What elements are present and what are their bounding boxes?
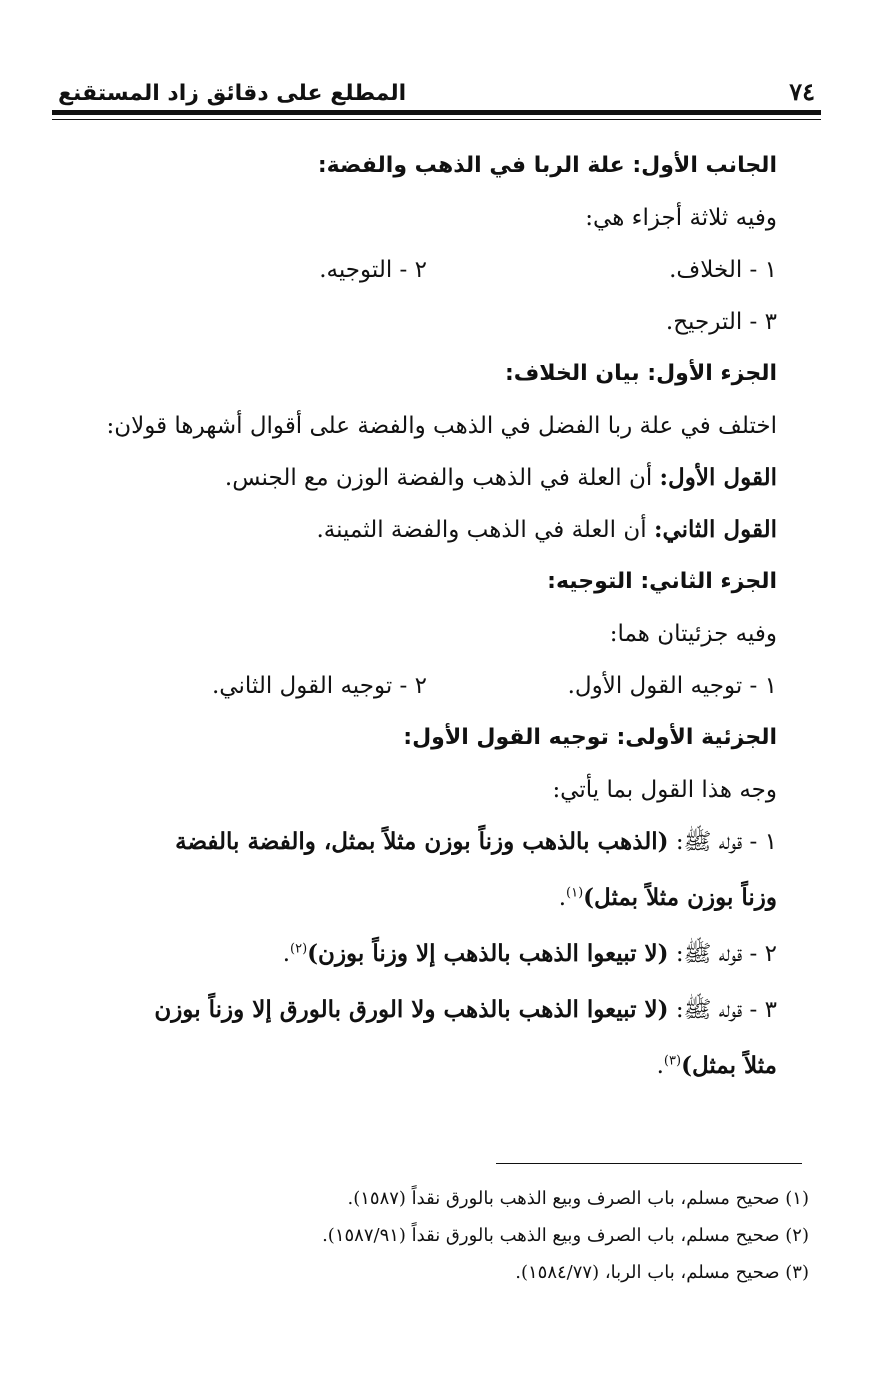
saying-1-label: القول الأول:	[659, 464, 777, 491]
evidence-3-quote-b: مثلاً بمثل)	[681, 1052, 777, 1079]
intro-line: وفيه ثلاثة أجزاء هي:	[585, 205, 777, 231]
evidence-2-quote: (لا تبيعوا الذهب بالذهب إلا وزناً بوزن)	[307, 940, 669, 967]
part-item-2: ٢ - التوجيه.	[319, 257, 427, 283]
saying-2	[52, 504, 777, 556]
saying-1	[52, 452, 777, 504]
footnote-3: (٣) صحيح مسلم، باب الربا، (١٥٨٤/٧٧).	[515, 1262, 809, 1283]
header-rule-thin	[52, 119, 821, 120]
header-rule-thick	[52, 110, 821, 115]
saying-2-text: أن العلة في الذهب والفضة الثمينة.	[316, 517, 647, 543]
evidence-1-quote-a: (الذهب بالذهب وزناً بوزن مثلاً بمثل، والفضة بالفضة	[175, 828, 669, 855]
sub-parts-row	[52, 660, 777, 712]
footnote-ref-2: (٢)	[290, 941, 308, 957]
sub1-intro: وجه هذا القول بما يأتي:	[552, 777, 777, 803]
footnotes	[52, 1180, 809, 1291]
parts-list-row	[52, 244, 777, 296]
part2-title: الجزء الثاني: التوجيه:	[547, 569, 777, 594]
section-title: الجانب الأول: علة الربا في الذهب والفضة:	[317, 153, 777, 178]
evidence-1-prefix: ١ - قوله ﷺ:	[675, 829, 777, 855]
evidence-1-line-2: وزناً بوزن مثلاً بمثل)$^{(١)}$.	[558, 884, 777, 911]
page-body	[52, 140, 777, 1096]
footnote-2: (٢) صحيح مسلم، باب الصرف وبيع الذهب بالورق نقداً (١٥٨٧/٩١).	[322, 1225, 809, 1246]
page-header	[58, 74, 815, 106]
saying-1-text: أن العلة في الذهب والفضة الوزن مع الجنس.	[224, 465, 653, 491]
part1-title: الجزء الأول: بيان الخلاف:	[504, 361, 777, 386]
page-number: ٧٤	[789, 77, 815, 106]
evidence-1-quote-b: وزناً بوزن مثلاً بمثل)	[583, 884, 777, 911]
footnote-ref-3: (٣)	[663, 1053, 682, 1069]
footnote-ref-1: (١)	[566, 885, 584, 901]
footnote-1: (١) صحيح مسلم، باب الصرف وبيع الذهب بالورق نقداً (١٥٨٧).	[347, 1188, 809, 1209]
footnote-separator	[496, 1163, 802, 1164]
part-item-3: ٣ - الترجيح.	[665, 309, 777, 335]
sub-part-item-1: ١ - توجيه القول الأول.	[567, 673, 777, 699]
sub1-title: الجزئية الأولى: توجيه القول الأول:	[403, 725, 777, 750]
part-item-1: ١ - الخلاف.	[669, 257, 777, 283]
saying-2-label: القول الثاني:	[653, 516, 777, 543]
sub-part-item-2: ٢ - توجيه القول الثاني.	[211, 673, 427, 699]
part1-intro: اختلف في علة ربا الفضل في الذهب والفضة على أقوال أشهرها قولان:	[106, 413, 777, 439]
evidence-1-line-1	[52, 816, 777, 872]
book-title: المطلع على دقائق زاد المستقنع	[58, 81, 407, 106]
evidence-2: ٢ - قوله ﷺ: (لا تبيعوا الذهب بالذهب إلا وزناً بوزن)$^{(٢)}$.	[282, 940, 777, 967]
evidence-2-prefix: ٢ - قوله ﷺ:	[675, 941, 777, 967]
evidence-3-line-1	[52, 984, 777, 1040]
evidence-3-quote-a: (لا تبيعوا الذهب بالذهب ولا الورق بالورق إلا وزناً بوزن	[154, 996, 669, 1023]
evidence-3-line-2: مثلاً بمثل)$^{(٣)}$.	[656, 1052, 777, 1079]
part2-intro: وفيه جزئيتان هما:	[609, 621, 777, 647]
evidence-3-prefix: ٣ - قوله ﷺ:	[675, 997, 777, 1023]
